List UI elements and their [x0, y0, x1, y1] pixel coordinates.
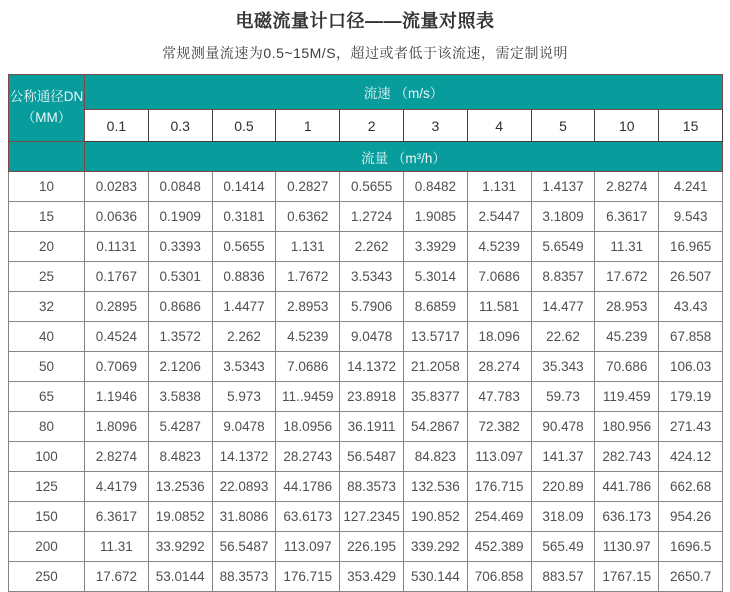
- flow-value-cell: 54.2867: [403, 412, 467, 442]
- flow-value-cell: 179.19: [659, 382, 723, 412]
- flow-value-cell: 1.2724: [340, 202, 404, 232]
- flow-value-cell: 254.469: [467, 502, 531, 532]
- flow-value-cell: 1767.15: [595, 562, 659, 592]
- table-row: [9, 472, 723, 502]
- flow-value-cell: 8.8357: [531, 262, 595, 292]
- flow-value-cell: 31.8086: [212, 502, 276, 532]
- flow-value-cell: 7.0686: [276, 352, 340, 382]
- flow-value-cell: 271.43: [659, 412, 723, 442]
- flow-value-cell: 1130.97: [595, 532, 659, 562]
- flow-value-cell: 190.852: [403, 502, 467, 532]
- flow-value-cell: 59.73: [531, 382, 595, 412]
- flow-value-cell: 452.389: [467, 532, 531, 562]
- flow-value-cell: 441.786: [595, 472, 659, 502]
- flow-value-cell: 113.097: [276, 532, 340, 562]
- flow-value-cell: 127.2345: [340, 502, 404, 532]
- flow-value-cell: 5.973: [212, 382, 276, 412]
- dn-cell: 100: [9, 442, 85, 472]
- flow-value-cell: 318.09: [531, 502, 595, 532]
- flow-value-cell: 5.3014: [403, 262, 467, 292]
- flow-value-cell: 53.0144: [148, 562, 212, 592]
- page-title: 电磁流量计口径——流量对照表: [235, 11, 495, 31]
- flow-comparison-table: [8, 74, 723, 592]
- flow-value-cell: 28.953: [595, 292, 659, 322]
- flow-value-cell: 1.4477: [212, 292, 276, 322]
- velocity-column-header: 10: [595, 110, 659, 142]
- velocity-column-header: 0.5: [212, 110, 276, 142]
- flow-value-cell: 18.0956: [276, 412, 340, 442]
- flow-value-cell: 36.1911: [340, 412, 404, 442]
- table-header: [9, 75, 723, 172]
- flow-value-cell: 18.096: [467, 322, 531, 352]
- flow-value-cell: 17.672: [595, 262, 659, 292]
- flow-value-cell: 2.262: [340, 232, 404, 262]
- dn-cell: 40: [9, 322, 85, 352]
- flow-value-cell: 1.9085: [403, 202, 467, 232]
- flow-value-cell: 339.292: [403, 532, 467, 562]
- flow-value-cell: 0.1909: [148, 202, 212, 232]
- flow-header: 流量 （m³/h）: [85, 142, 723, 172]
- flow-value-cell: 2.262: [212, 322, 276, 352]
- flow-value-cell: 67.858: [659, 322, 723, 352]
- corner-header-line1: 公称通径DN: [9, 89, 84, 105]
- flow-value-cell: 35.8377: [403, 382, 467, 412]
- table-row: [9, 202, 723, 232]
- flow-value-cell: 0.5655: [212, 232, 276, 262]
- velocity-column-header: 3: [403, 110, 467, 142]
- flow-value-cell: 13.2536: [148, 472, 212, 502]
- flow-value-cell: 11..9459: [276, 382, 340, 412]
- flow-value-cell: 2.8274: [85, 442, 149, 472]
- flow-value-cell: 353.429: [340, 562, 404, 592]
- flow-value-cell: 7.0686: [467, 262, 531, 292]
- flow-value-cell: 282.743: [595, 442, 659, 472]
- corner-header-dn-mm: [9, 75, 85, 142]
- dn-cell: 125: [9, 472, 85, 502]
- corner-header-line2: （MM）: [21, 110, 72, 125]
- page-subtitle: 常规测量流速为0.5~15M/S，超过或者低于该流速，需定制说明: [161, 45, 569, 61]
- dn-cell: 50: [9, 352, 85, 382]
- flow-value-cell: 9.0478: [340, 322, 404, 352]
- flow-value-cell: 13.5717: [403, 322, 467, 352]
- flow-value-cell: 47.783: [467, 382, 531, 412]
- dn-cell: 80: [9, 412, 85, 442]
- flow-value-cell: 4.5239: [467, 232, 531, 262]
- flow-value-cell: 0.8686: [148, 292, 212, 322]
- table-row: [9, 292, 723, 322]
- flow-value-cell: 11.581: [467, 292, 531, 322]
- flow-value-cell: 11.31: [595, 232, 659, 262]
- flow-value-cell: 3.1809: [531, 202, 595, 232]
- velocity-column-header: 15: [659, 110, 723, 142]
- flow-value-cell: 180.956: [595, 412, 659, 442]
- flow-value-cell: 45.239: [595, 322, 659, 352]
- table-row: [9, 502, 723, 532]
- flow-value-cell: 2.5447: [467, 202, 531, 232]
- flow-value-cell: 28.2743: [276, 442, 340, 472]
- flow-value-cell: 3.5838: [148, 382, 212, 412]
- flow-value-cell: 1.131: [467, 172, 531, 202]
- flow-value-cell: 56.5487: [340, 442, 404, 472]
- flow-value-cell: 4.4179: [85, 472, 149, 502]
- flow-value-cell: 106.03: [659, 352, 723, 382]
- flow-value-cell: 22.62: [531, 322, 595, 352]
- flow-value-cell: 2.1206: [148, 352, 212, 382]
- flow-value-cell: 9.543: [659, 202, 723, 232]
- flow-value-cell: 8.4823: [148, 442, 212, 472]
- flow-value-cell: 88.3573: [212, 562, 276, 592]
- dn-cell: 200: [9, 532, 85, 562]
- flow-value-cell: 84.823: [403, 442, 467, 472]
- table-row: [9, 442, 723, 472]
- flow-header-row: [9, 142, 723, 172]
- flow-value-cell: 90.478: [531, 412, 595, 442]
- flow-value-cell: 4.241: [659, 172, 723, 202]
- dn-cell: 150: [9, 502, 85, 532]
- flow-value-cell: 662.68: [659, 472, 723, 502]
- flow-value-cell: 1.7672: [276, 262, 340, 292]
- flow-value-cell: 6.3617: [595, 202, 659, 232]
- flow-value-cell: 132.536: [403, 472, 467, 502]
- dn-cell: 250: [9, 562, 85, 592]
- velocity-column-header: 1: [276, 110, 340, 142]
- flow-value-cell: 33.9292: [148, 532, 212, 562]
- flow-value-cell: 113.097: [467, 442, 531, 472]
- flow-value-cell: 0.1767: [85, 262, 149, 292]
- table-row: [9, 562, 723, 592]
- flow-value-cell: 0.1414: [212, 172, 276, 202]
- flow-value-cell: 23.8918: [340, 382, 404, 412]
- flow-value-cell: 0.3393: [148, 232, 212, 262]
- flow-table-wrapper: [8, 74, 723, 592]
- table-row: [9, 412, 723, 442]
- flow-value-cell: 44.1786: [276, 472, 340, 502]
- flow-value-cell: 2.8953: [276, 292, 340, 322]
- flow-value-cell: 43.43: [659, 292, 723, 322]
- flow-value-cell: 424.12: [659, 442, 723, 472]
- flow-value-cell: 0.8482: [403, 172, 467, 202]
- flow-value-cell: 530.144: [403, 562, 467, 592]
- flow-value-cell: 3.5343: [212, 352, 276, 382]
- dn-cell: 15: [9, 202, 85, 232]
- flow-value-cell: 56.5487: [212, 532, 276, 562]
- dn-cell: 10: [9, 172, 85, 202]
- flow-value-cell: 0.8836: [212, 262, 276, 292]
- velocity-values-row: [9, 110, 723, 142]
- flow-value-cell: 14.477: [531, 292, 595, 322]
- flow-value-cell: 220.89: [531, 472, 595, 502]
- table-row: [9, 172, 723, 202]
- table-row: [9, 352, 723, 382]
- flow-value-cell: 0.3181: [212, 202, 276, 232]
- flow-value-cell: 6.3617: [85, 502, 149, 532]
- table-body: [9, 172, 723, 592]
- flow-value-cell: 226.195: [340, 532, 404, 562]
- flow-value-cell: 1.3572: [148, 322, 212, 352]
- flow-value-cell: 5.4287: [148, 412, 212, 442]
- flow-value-cell: 5.6549: [531, 232, 595, 262]
- flow-value-cell: 8.6859: [403, 292, 467, 322]
- flow-value-cell: 0.4524: [85, 322, 149, 352]
- table-row: [9, 322, 723, 352]
- flow-value-cell: 0.2895: [85, 292, 149, 322]
- flow-value-cell: 0.5655: [340, 172, 404, 202]
- velocity-column-header: 5: [531, 110, 595, 142]
- flow-value-cell: 0.0283: [85, 172, 149, 202]
- flow-value-cell: 0.7069: [85, 352, 149, 382]
- flow-value-cell: 88.3573: [340, 472, 404, 502]
- flow-value-cell: 16.965: [659, 232, 723, 262]
- flow-value-cell: 3.5343: [340, 262, 404, 292]
- flow-value-cell: 0.2827: [276, 172, 340, 202]
- flow-value-cell: 141.37: [531, 442, 595, 472]
- table-row: [9, 382, 723, 412]
- dn-cell: 25: [9, 262, 85, 292]
- flow-value-cell: 0.1131: [85, 232, 149, 262]
- flow-value-cell: 5.7906: [340, 292, 404, 322]
- dn-cell: 32: [9, 292, 85, 322]
- table-row: [9, 262, 723, 292]
- flow-value-cell: 21.2058: [403, 352, 467, 382]
- flow-value-cell: 0.5301: [148, 262, 212, 292]
- flow-value-cell: 26.507: [659, 262, 723, 292]
- flow-value-cell: 0.0636: [85, 202, 149, 232]
- flow-value-cell: 0.0848: [148, 172, 212, 202]
- velocity-column-header: 4: [467, 110, 531, 142]
- flow-value-cell: 119.459: [595, 382, 659, 412]
- flow-value-cell: 2650.7: [659, 562, 723, 592]
- flow-value-cell: 19.0852: [148, 502, 212, 532]
- velocity-column-header: 0.1: [85, 110, 149, 142]
- flow-value-cell: 565.49: [531, 532, 595, 562]
- dn-cell: 65: [9, 382, 85, 412]
- table-row: [9, 232, 723, 262]
- table-row: [9, 532, 723, 562]
- flow-value-cell: 14.1372: [340, 352, 404, 382]
- velocity-column-header: 2: [340, 110, 404, 142]
- flow-value-cell: 63.6173: [276, 502, 340, 532]
- velocity-group-header-row: [9, 75, 723, 110]
- flow-value-cell: 9.0478: [212, 412, 276, 442]
- flow-value-cell: 17.672: [85, 562, 149, 592]
- velocity-column-header: 0.3: [148, 110, 212, 142]
- flow-header-left-cell: [9, 142, 85, 172]
- flow-value-cell: 28.274: [467, 352, 531, 382]
- flow-value-cell: 1.1946: [85, 382, 149, 412]
- flow-value-cell: 954.26: [659, 502, 723, 532]
- flow-value-cell: 176.715: [276, 562, 340, 592]
- velocity-header: 流速 （m/s）: [85, 75, 723, 110]
- flow-value-cell: 883.57: [531, 562, 595, 592]
- flow-value-cell: 11.31: [85, 532, 149, 562]
- flow-value-cell: 1.131: [276, 232, 340, 262]
- flow-value-cell: 1.4137: [531, 172, 595, 202]
- flow-value-cell: 0.6362: [276, 202, 340, 232]
- flow-value-cell: 70.686: [595, 352, 659, 382]
- flow-value-cell: 1696.5: [659, 532, 723, 562]
- flow-value-cell: 2.8274: [595, 172, 659, 202]
- flow-value-cell: 14.1372: [212, 442, 276, 472]
- flow-value-cell: 636.173: [595, 502, 659, 532]
- dn-cell: 20: [9, 232, 85, 262]
- flow-value-cell: 176.715: [467, 472, 531, 502]
- flow-value-cell: 3.3929: [403, 232, 467, 262]
- flow-value-cell: 35.343: [531, 352, 595, 382]
- flow-value-cell: 72.382: [467, 412, 531, 442]
- flow-value-cell: 4.5239: [276, 322, 340, 352]
- flow-value-cell: 22.0893: [212, 472, 276, 502]
- flow-value-cell: 1.8096: [85, 412, 149, 442]
- flow-value-cell: 706.858: [467, 562, 531, 592]
